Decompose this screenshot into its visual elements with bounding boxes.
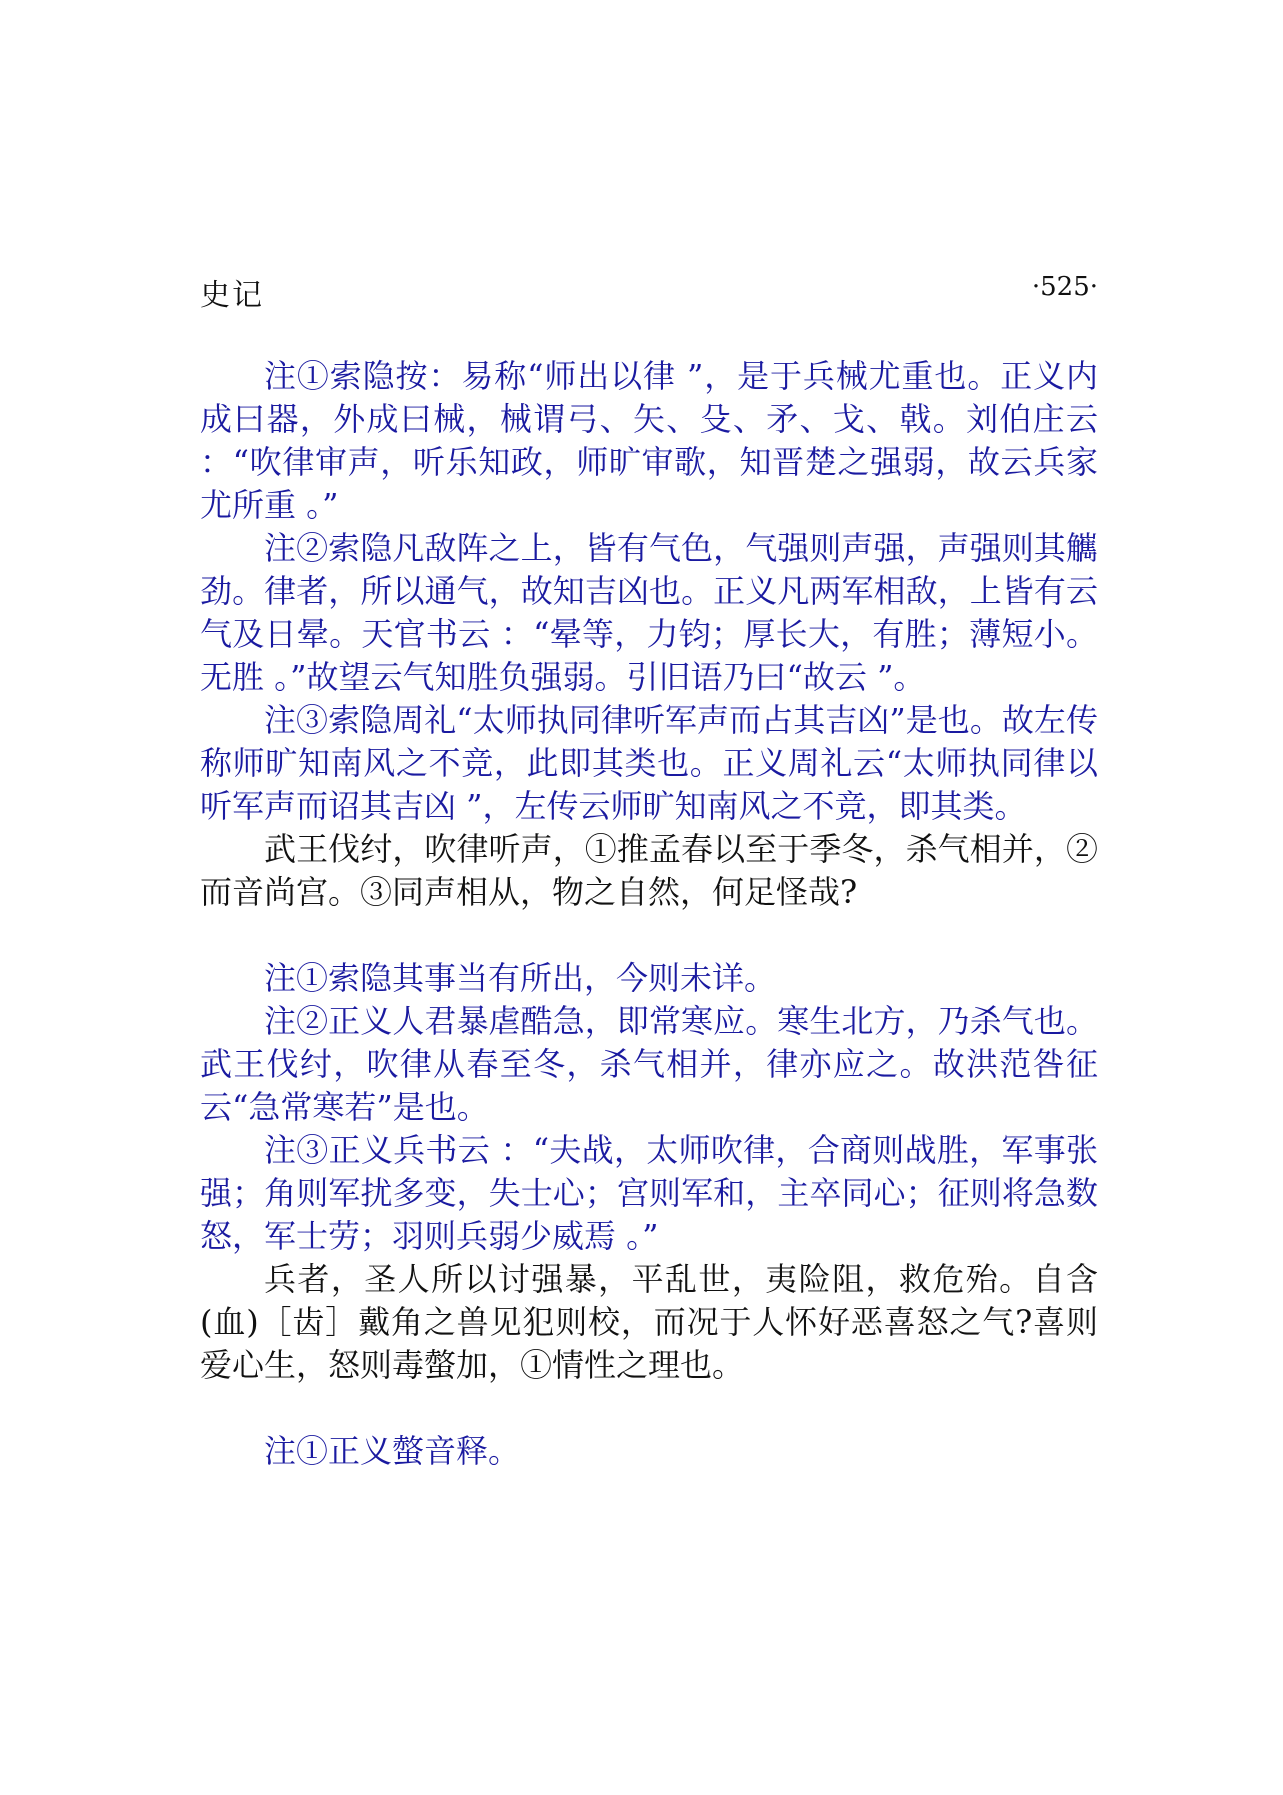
main-text-paragraph: 武王伐纣，吹律听声，①推孟春以至于季冬，杀气相并，②而音尚宫。③同声相从，物之自然，何足怪哉?: [200, 830, 1098, 911]
annotation-paragraph: 注③正义兵书云 ：“夫战，太师吹律，合商则战胜，军事张强；角则军扰多变，失士心；宫则军和，主卒同心；征则将急数怒，军士劳；羽则兵弱少威焉 。”: [200, 1131, 1098, 1255]
annotation-paragraph: 注①索隐其事当有所出，今则未详。: [264, 959, 777, 997]
book-title: 史记: [200, 278, 264, 313]
annotation-paragraph: 注②正义人君暴虐酷急，即常寒应。寒生北方，乃杀气也。武王伐纣，吹律从春至冬，杀气相并，律亦应之。故洪范咎征云“急常寒若”是也。: [200, 1002, 1098, 1126]
annotation-paragraph: 注①索隐按：易称“师出以律 ”，是于兵械尤重也。正义内成曰器，外成曰械，械谓弓、矢、殳、矛、戈、戟。刘伯庄云 ：“吹律审声，听乐知政，师旷审歌，知晋楚之强弱，故云兵家尤所重 。”: [200, 357, 1098, 524]
annotation-paragraph: 注③索隐周礼“太师执同律听军声而占其吉凶”是也。故左传称师旷知南风之不竞，此即其类也。正义周礼云“太师执同律以听军声而诏其吉凶 ”，左传云师旷知南风之不竞，即其类。: [200, 701, 1098, 825]
page-content: [200, 355, 1098, 1473]
main-text-paragraph: 兵者，圣人所以讨强暴，平乱世，夷险阻，救危殆。自含(血)［齿］戴角之兽见犯则校，而况于人怀好恶喜怒之气?喜则爱心生，怒则毒螫加，①情性之理也。: [200, 1260, 1098, 1384]
annotation-paragraph: 注①正义螫音释。: [264, 1432, 521, 1470]
page-number: ·525·: [1031, 272, 1098, 302]
section-gap: [200, 1387, 1098, 1430]
page-header: [200, 270, 1098, 313]
section-gap: [200, 914, 1098, 957]
annotation-paragraph: 注②索隐凡敌阵之上，皆有气色，气强则声强，声强则其觽劲。律者，所以通气，故知吉凶也。正义凡两军相敌，上皆有云气及日晕。天官书云 ：“晕等，力钧；厚长大，有胜；薄短小。无胜 。”故望云气知胜负强弱。引旧语乃曰“故云 ”。: [200, 529, 1098, 696]
